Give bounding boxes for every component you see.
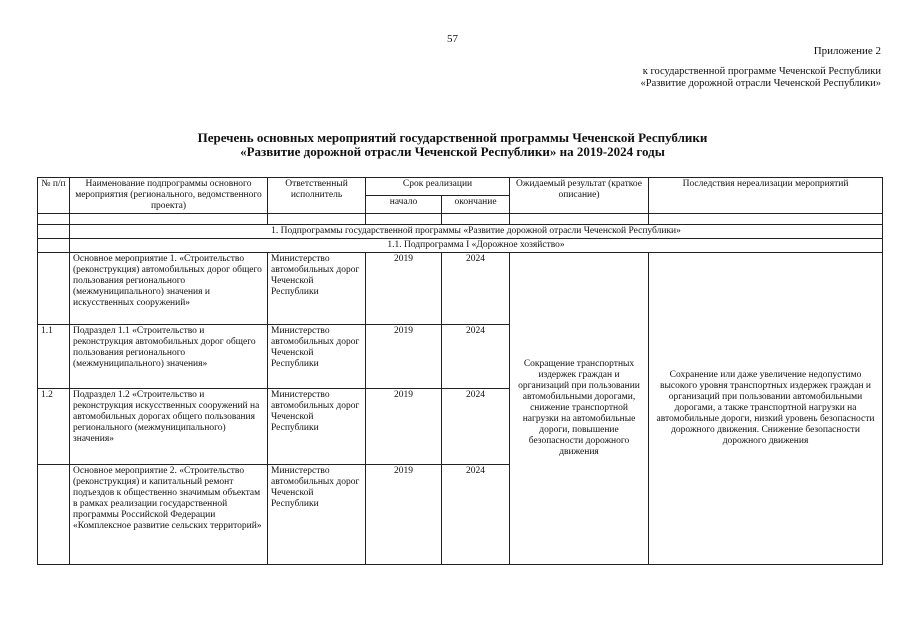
subsection-row [38,239,883,253]
row-executor: Министерство автомобильных дорог Чеченской Республики [268,389,366,465]
row-start: 2019 [366,389,442,465]
row-start: 2019 [366,253,442,325]
header-name: Наименование подпрограммы основного мероприятия (регионального, ведомственного проекта) [70,178,268,214]
header-executor: Ответственный исполнитель [268,178,366,214]
row-name: Основное мероприятие 2. «Строительство (реконструкция) и капитальный ремонт подъездов к общественно значимым объектам в рамках реализации государственной программы Российской Федерации «Комплексное развитие сельских территорий» [70,465,268,565]
row-num: 1.2 [38,389,70,465]
consequences: Сохранение или даже увеличение недопустимо высокого уровня транспортных издержек граждан и организаций при пользовании автомобильными дорогами, а также транспортной нагрузки на автомобильные дороги, низкий уровень безопасности дорожного движения. Снижение безопасности дорожного движения [649,253,883,565]
appendix-label: Приложение 2 [813,45,881,57]
row-executor: Министерство автомобильных дорог Чеченской Республики [268,325,366,389]
row-executor: Министерство автомобильных дорог Чеченской Республики [268,465,366,565]
expected-result: Сокращение транспортных издержек граждан и организаций при пользовании автомобильными дорогами, снижение транспортной нагрузки на автомобильные дороги, повышение безопасности дорожного движения [510,253,649,565]
header-start: начало [366,196,442,214]
title-line: Перечень основных мероприятий государственной программы Чеченской Республики [197,130,708,145]
header-row [38,178,883,196]
header-end: окончание [442,196,510,214]
row-end: 2024 [442,465,510,565]
document-title [0,131,905,159]
header-consequences: Последствия нереализации мероприятий [649,178,883,214]
row-name: Подраздел 1.1 «Строительство и реконструкция автомобильных дорог общего пользования регионального (межмуниципального) значения» [70,325,268,389]
subtitle-line: «Развитие дорожной отрасли Чеченской Республики» [640,78,881,89]
row-num [38,465,70,565]
header-result: Ожидаемый результат (краткое описание) [510,178,649,214]
row-name: Основное мероприятие 1. «Строительство (реконструкция) автомобильных дорог общего пользования регионального (межмуниципального) значения и искусственных сооружений» [70,253,268,325]
empty-row [38,214,883,225]
row-start: 2019 [366,465,442,565]
row-num: 1.1 [38,325,70,389]
measures-table [37,177,883,565]
header-num: № п/п [38,178,70,214]
row-end: 2024 [442,325,510,389]
title-line: «Развитие дорожной отрасли Чеченской Республики» на 2019-2024 годы [240,144,665,159]
section-row [38,225,883,239]
row-executor: Министерство автомобильных дорог Чеченской Республики [268,253,366,325]
page-number: 57 [447,33,458,45]
row-end: 2024 [442,253,510,325]
row-start: 2019 [366,325,442,389]
subtitle-line: к государственной программе Чеченской Республики [642,66,881,77]
section-heading: 1. Подпрограммы государственной программы «Развитие дорожной отрасли Чеченской Республики» [70,225,883,239]
row-end: 2024 [442,389,510,465]
header-period: Срок реализации [366,178,510,196]
row-num [38,253,70,325]
row-name: Подраздел 1.2 «Строительство и реконструкция искусственных сооружений на автомобильных дорогах общего пользования регионального (межмуниципального) значения» [70,389,268,465]
subsection-heading: 1.1. Подпрограмма I «Дорожное хозяйство» [70,239,883,253]
appendix-subtitle [641,66,881,90]
measures-table-container [37,177,882,565]
table-row [38,253,883,325]
